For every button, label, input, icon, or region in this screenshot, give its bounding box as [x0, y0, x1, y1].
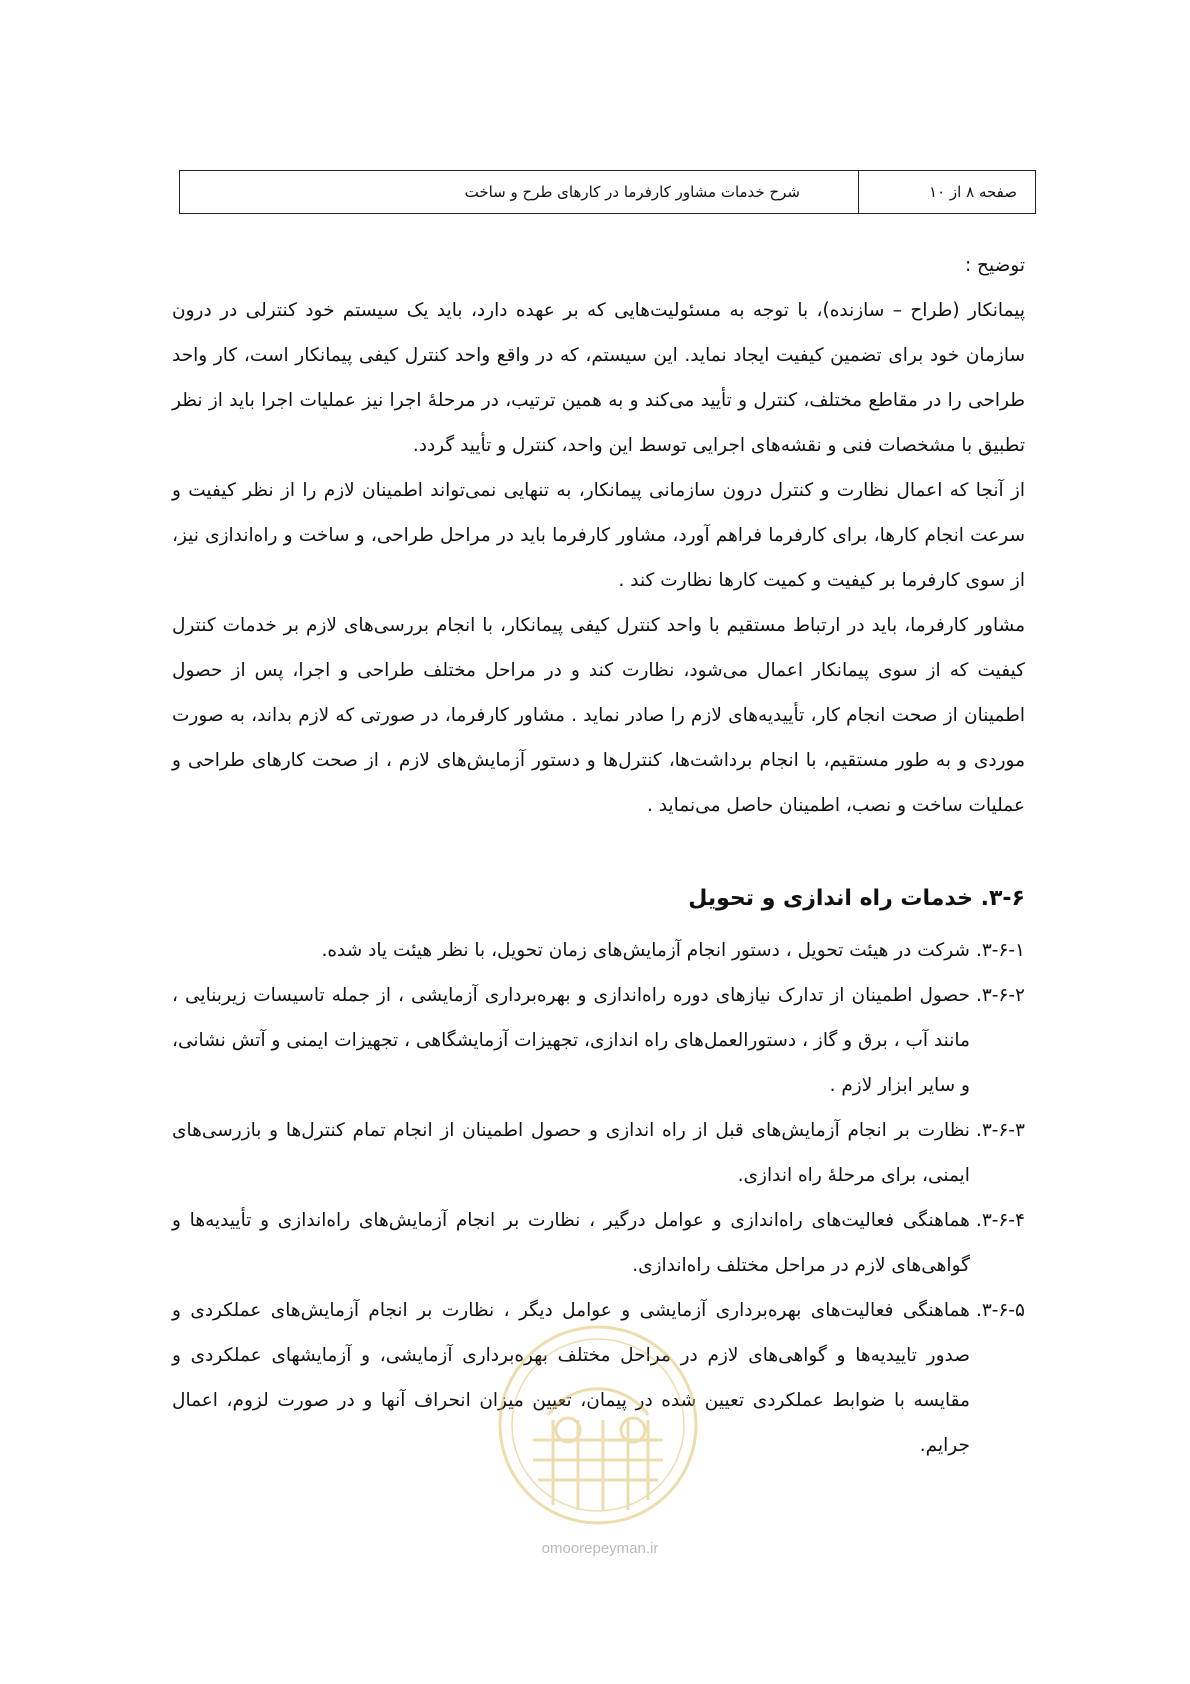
list-item-text: حصول اطمینان از تدارک نیازهای دوره راه‌اندازی و بهره‌برداری آزمایشی ، از جمله تاسیسات زیربنایی ، مانند آب ، برق و گاز ، دستورالعمل‌های راه اندازی، تجهیزات آزمایشگاهی ، تجهیزات ایمنی و آتش نشانی، و سایر ابزار لازم . — [172, 985, 970, 1096]
page-header — [179, 170, 1036, 214]
explanation-paragraph-3: مشاور کارفرما، باید در ارتباط مستقیم با واحد کنترل کیفی پیمانکار، با انجام بررسی‌های لازم بر خدمات کنترل کیفیت که از سوی پیمانکار اعمال می‌شود، نظارت کند و در مراحل مختلف طراحی و اجرا، پس از حصول اطمینان از صحت انجام کار، تأییدیه‌های لازم را صادر نماید . مشاور کارفرما، در صورتی که لازم بداند، به صورت موردی و به طور مستقیم، با انجام برداشت‌ها، کنترل‌ها و دستور آزمایش‌های لازم ، از صحت کارهای طراحی و عملیات ساخت و نصب، اطمینان حاصل می‌نماید . — [172, 615, 1025, 816]
list-item-number: ۳-۶-۵. — [975, 1300, 1025, 1321]
list-item-text: شرکت در هیئت تحویل ، دستور انجام آزمایش‌های زمان تحویل، با نظر هیئت یاد شده. — [321, 940, 970, 961]
list-item-number: ۳-۶-۲. — [975, 985, 1025, 1006]
list-item-number: ۳-۶-۳. — [975, 1120, 1025, 1141]
list-item — [172, 1108, 1025, 1198]
explanation-label: توضیح : — [964, 255, 1025, 276]
list-item — [172, 1198, 1025, 1288]
list-item-number: ۳-۶-۱. — [975, 940, 1025, 961]
list-item — [172, 928, 1025, 973]
document-body — [172, 243, 1025, 1468]
watermark-url: omoorepeyman.ir — [541, 1540, 659, 1557]
explanation-paragraph-1: پیمانکار (طراح – سازنده)، با توجه به مسئولیت‌هایی که بر عهده دارد، باید یک سیستم خود کنترلی در درون سازمان خود برای تضمین کیفیت ایجاد نماید. این سیستم، که در واقع واحد کنترل کیفی پیمانکار است، کار واحد طراحی را در مقاطع مختلف، کنترل و تأیید می‌کند و به همین ترتیب، در مرحلهٔ اجرا نیز عملیات اجرا باید از نظر تطبیق با مشخصات فنی و نقشه‌های اجرایی توسط این واحد، کنترل و تأیید گردد. — [172, 300, 1025, 456]
section-heading: ۳-۶. خدمات راه اندازی و تحویل — [688, 886, 1025, 911]
page-number: صفحه ۸ از ۱۰ — [858, 171, 1035, 213]
explanation-paragraph-2: از آنجا که اعمال نظارت و کنترل درون سازمانی پیمانکار، به تنهایی نمی‌تواند اطمینان لازم را از نظر کیفیت و سرعت انجام کارها، برای کارفرما فراهم آورد، مشاور کارفرما باید در مراحل طراحی، و ساخت و راه‌اندازی نیز، از سوی کارفرما بر کیفیت و کمیت کارها نظارت کند . — [172, 480, 1025, 591]
list-item-number: ۳-۶-۴. — [975, 1210, 1025, 1231]
list-item-text: نظارت بر انجام آزمایش‌های قبل از راه اندازی و حصول اطمینان از انجام تمام کنترل‌ها و بازرسی‌های ایمنی، برای مرحلهٔ راه اندازی. — [172, 1120, 970, 1186]
list-item — [172, 1288, 1025, 1468]
list-item-text: هماهنگی فعالیت‌های راه‌اندازی و عوامل درگیر ، نظارت بر انجام آزمایش‌های راه‌اندازی و تأییدیه‌ها و گواهی‌های لازم در مراحل مختلف راه‌اندازی. — [172, 1210, 970, 1276]
list-item — [172, 973, 1025, 1108]
document-title: شرح خدمات مشاور کارفرما در کارهای طرح و ساخت — [464, 183, 800, 201]
list-item-text: هماهنگی فعالیت‌های بهره‌برداری آزمایشی و عوامل دیگر ، نظارت بر انجام آزمایش‌های عملکردی و صدور تاییدیه‌ها و گواهی‌های لازم در مراحل مختلف بهره‌برداری آزمایشی، و آزمایشهای عملکردی و مقایسه با ضوابط عملکردی تعیین شده در پیمان، تعیین میزان انحراف آنها و در صورت لزوم، اعمال جرایم. — [172, 1300, 970, 1456]
